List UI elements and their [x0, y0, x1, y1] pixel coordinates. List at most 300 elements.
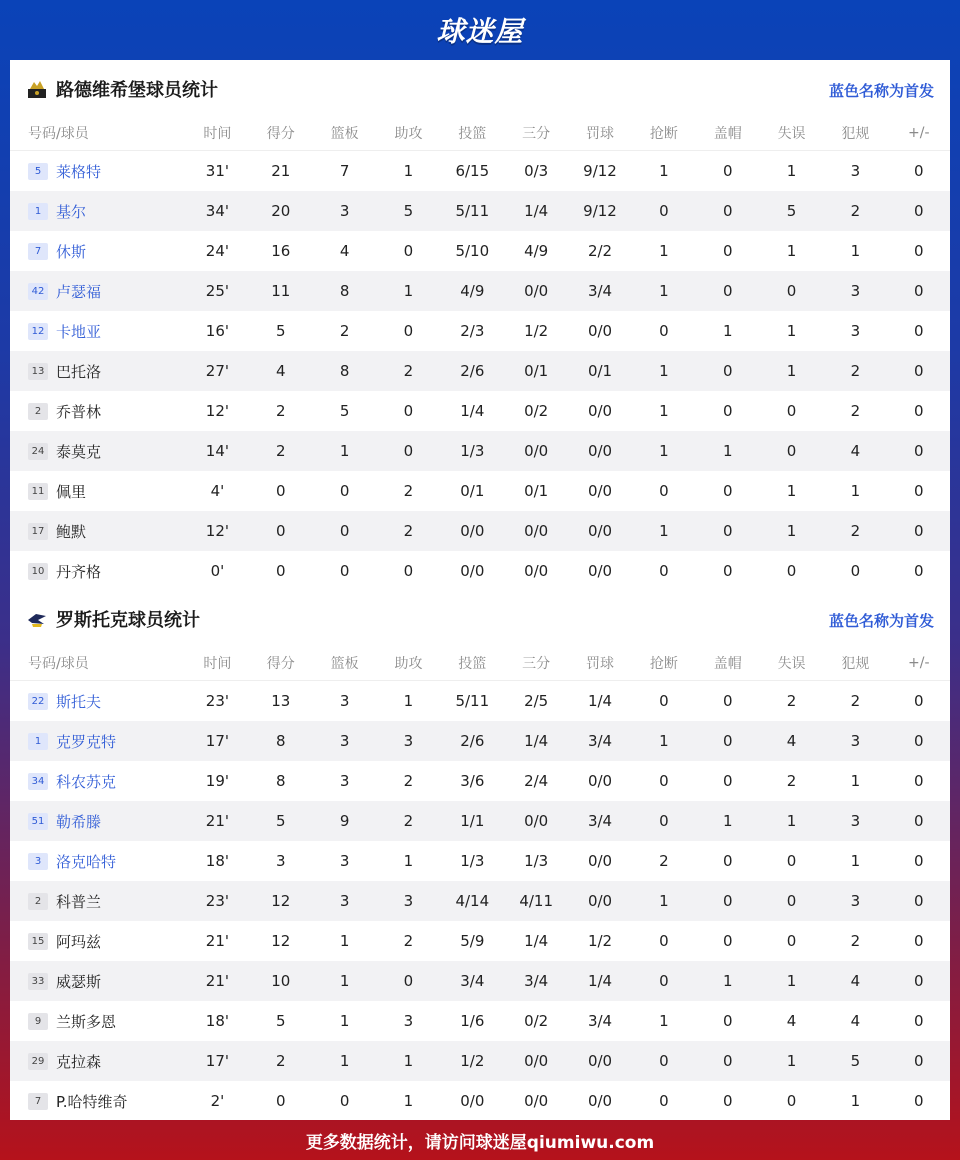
stat-cell: 2	[377, 511, 440, 551]
player-name[interactable]: P.哈特维奇	[56, 1092, 128, 1111]
player-name[interactable]: 鲍默	[56, 522, 87, 541]
player-row[interactable]	[10, 961, 950, 1001]
stat-cell: 2	[249, 431, 312, 471]
stat-cell: 0	[722, 562, 733, 580]
stat-cell: 0	[914, 692, 924, 710]
stat-cell: 0	[659, 772, 669, 790]
stat-cell: 0	[659, 562, 669, 580]
stat-cell: 3	[312, 721, 376, 761]
player-name[interactable]: 科普兰	[56, 892, 102, 911]
player-cell[interactable]	[10, 1001, 186, 1041]
stat-cell: 0/0	[460, 1092, 485, 1110]
player-name[interactable]: 卡地亚	[56, 322, 102, 341]
player-name[interactable]: 莱格特	[56, 162, 102, 181]
player-row[interactable]	[10, 311, 950, 351]
starter-legend: 蓝色名称为首发	[828, 82, 934, 100]
player-row[interactable]	[10, 551, 950, 591]
player-name[interactable]: 乔普林	[56, 402, 102, 421]
stat-cell: 8	[249, 721, 312, 761]
team-section-away	[10, 590, 950, 1121]
player-cell[interactable]	[10, 721, 186, 761]
stat-cell: 0	[760, 431, 823, 471]
stat-cell: 1	[760, 351, 823, 391]
team-title: 罗斯托克球员统计	[56, 610, 200, 631]
player-name[interactable]: 兰斯多恩	[56, 1012, 117, 1031]
stat-cell: 0/2	[524, 1012, 549, 1030]
stat-cell: 17'	[186, 721, 249, 761]
player-cell[interactable]	[10, 191, 186, 231]
player-name[interactable]: 洛克哈特	[56, 852, 117, 871]
stat-cell: 0	[275, 1092, 286, 1110]
stat-cell: 3	[312, 191, 376, 231]
player-name[interactable]: 泰莫克	[56, 442, 102, 461]
jersey-number-badge: 51	[28, 813, 48, 830]
stat-cell: 2	[377, 351, 440, 391]
player-name[interactable]: 丹齐格	[56, 562, 102, 581]
stat-cell: 4	[760, 721, 823, 761]
stat-cell: 0	[914, 1012, 924, 1030]
stat-cell: 3/4	[440, 961, 504, 1001]
stat-cell: 1	[312, 1041, 376, 1081]
stat-cell: 3	[823, 881, 887, 921]
player-cell[interactable]	[10, 841, 186, 881]
stat-cell: 0/0	[587, 482, 613, 500]
stat-cell: 1	[339, 932, 350, 950]
stat-cell: 0	[275, 482, 286, 500]
stats-panel	[10, 60, 950, 1120]
player-name[interactable]: 阿玛兹	[56, 932, 102, 951]
player-name[interactable]: 威瑟斯	[56, 972, 102, 991]
stat-cell: 12'	[205, 402, 230, 420]
player-name[interactable]: 基尔	[56, 202, 87, 221]
stat-cell: 4'	[210, 482, 225, 500]
column-header[interactable]: 助攻	[377, 646, 440, 681]
stat-cell: 1	[312, 431, 376, 471]
stat-cell: 0	[696, 1041, 760, 1081]
player-row[interactable]	[10, 191, 950, 231]
player-name[interactable]: 勒希滕	[56, 812, 102, 831]
column-header[interactable]: 投篮	[440, 646, 504, 681]
stat-cell: 34'	[186, 191, 249, 231]
player-name[interactable]: 佩里	[56, 482, 87, 501]
stat-cell: 0/0	[524, 562, 549, 580]
stat-cell: 0	[659, 932, 669, 950]
stat-cell: 1	[696, 961, 760, 1001]
stat-cell: 2/4	[524, 772, 549, 790]
stat-cell: 0/0	[587, 852, 613, 870]
player-row[interactable]	[10, 881, 950, 921]
player-cell[interactable]	[10, 231, 186, 271]
top-bar	[0, 0, 960, 60]
stat-cell: 0/0	[587, 322, 613, 340]
stat-cell: 2	[275, 402, 286, 420]
player-row[interactable]	[10, 431, 950, 471]
stat-cell: 1/2	[440, 1041, 504, 1081]
stat-cell: 7	[339, 162, 350, 180]
player-name[interactable]: 休斯	[56, 242, 87, 261]
stat-cell: 2	[786, 692, 797, 710]
stat-cell: 0	[786, 932, 797, 950]
stat-cell: 0	[696, 721, 760, 761]
stat-cell: 4	[786, 1012, 797, 1030]
stat-cell: 2	[403, 772, 414, 790]
stat-cell: 2	[403, 482, 414, 500]
stat-cell: 3	[339, 852, 350, 870]
stat-cell: 0	[888, 721, 950, 761]
player-row[interactable]	[10, 1081, 950, 1121]
stat-cell: 1	[632, 351, 695, 391]
player-cell[interactable]	[10, 881, 186, 921]
stat-cell: 2/3	[460, 322, 485, 340]
stat-cell: 2	[339, 322, 350, 340]
stat-cell: 0	[888, 271, 950, 311]
stat-cell: 2	[249, 1041, 312, 1081]
player-row[interactable]	[10, 151, 950, 192]
jersey-number-badge: 12	[28, 323, 48, 340]
jersey-number-badge: 1	[28, 203, 48, 220]
stat-cell: 18'	[205, 852, 230, 870]
player-row[interactable]	[10, 681, 950, 722]
stat-cell: 1	[403, 852, 414, 870]
stat-cell: 0	[850, 562, 861, 580]
stat-cell: 2	[850, 932, 861, 950]
player-cell[interactable]	[10, 681, 186, 722]
jersey-number-badge: 34	[28, 773, 48, 790]
stat-cell: 1	[377, 1041, 440, 1081]
stat-cell: 3/4	[568, 721, 632, 761]
stat-cell: 0/1	[568, 351, 632, 391]
stat-cell: 3	[850, 162, 861, 180]
player-cell[interactable]	[10, 151, 186, 192]
column-header[interactable]: 犯规	[823, 646, 887, 681]
stat-cell: 2	[786, 772, 797, 790]
player-cell[interactable]	[10, 921, 186, 961]
player-row[interactable]	[10, 351, 950, 391]
player-row[interactable]	[10, 391, 950, 431]
jersey-number-badge: 9	[28, 1013, 48, 1030]
player-cell[interactable]	[10, 551, 186, 591]
stat-cell: 1	[850, 772, 861, 790]
stat-cell: 0	[722, 692, 733, 710]
stat-cell: 1	[403, 1092, 414, 1110]
jersey-number-badge: 15	[28, 933, 48, 950]
stat-cell: 1/2	[524, 322, 549, 340]
player-row[interactable]	[10, 231, 950, 271]
stat-cell: 0	[696, 881, 760, 921]
player-name[interactable]: 巴托洛	[56, 362, 102, 381]
player-cell[interactable]	[10, 471, 186, 511]
stat-cell: 20	[249, 191, 312, 231]
player-row[interactable]	[10, 511, 950, 551]
stat-cell: 3	[377, 881, 440, 921]
stat-cell: 5/11	[440, 191, 504, 231]
table-header-row	[10, 116, 950, 151]
column-header[interactable]: 盖帽	[696, 646, 760, 681]
stat-cell: 0	[914, 482, 924, 500]
stat-cell: 2	[823, 191, 887, 231]
jersey-number-badge: 42	[28, 283, 48, 300]
stat-cell: 0	[914, 162, 924, 180]
stat-cell: 0	[786, 402, 797, 420]
stat-cell: 0/1	[504, 351, 567, 391]
stat-cell: 0	[659, 692, 669, 710]
stat-cell: 1	[786, 322, 797, 340]
player-cell[interactable]	[10, 431, 186, 471]
stat-cell: 1	[786, 482, 797, 500]
column-header[interactable]: 时间	[186, 116, 249, 151]
column-header[interactable]: 篮板	[312, 116, 376, 151]
jersey-number-badge: 11	[28, 483, 48, 500]
column-header[interactable]: 失误	[760, 646, 823, 681]
stat-cell: 0/0	[460, 562, 485, 580]
player-stats-table	[10, 116, 950, 591]
player-row[interactable]	[10, 271, 950, 311]
stat-cell: 0	[696, 191, 760, 231]
column-header[interactable]: +/-	[888, 116, 950, 151]
stat-cell: 1/6	[460, 1012, 485, 1030]
jersey-number-badge: 17	[28, 523, 48, 540]
stat-cell: 12'	[186, 511, 249, 551]
stat-cell: 13	[271, 692, 291, 710]
section-header	[10, 60, 950, 116]
stat-cell: 3/4	[568, 271, 632, 311]
stat-cell: 0	[722, 772, 733, 790]
column-header[interactable]: 抢断	[632, 646, 695, 681]
stat-cell: 0	[888, 961, 950, 1001]
player-cell[interactable]	[10, 801, 186, 841]
stat-cell: 0/0	[504, 1041, 567, 1081]
stat-cell: 0	[888, 191, 950, 231]
stat-cell: 1/2	[587, 932, 613, 950]
stat-cell: 3	[377, 721, 440, 761]
player-cell[interactable]	[10, 761, 186, 801]
stat-cell: 1/1	[440, 801, 504, 841]
player-name[interactable]: 克罗克特	[56, 732, 117, 751]
column-header[interactable]: 得分	[249, 646, 312, 681]
stat-cell: 1	[696, 801, 760, 841]
stat-cell: 4	[249, 351, 312, 391]
footer-banner[interactable]: 更多数据统计，请访问球迷屋qiumiwu.com	[305, 1132, 655, 1153]
stat-cell: 1/3	[460, 852, 485, 870]
column-header[interactable]: 号码/球员	[10, 646, 186, 681]
stat-cell: 1/4	[460, 402, 485, 420]
stat-cell: 0	[722, 932, 733, 950]
stat-cell: 1	[659, 1012, 669, 1030]
stat-cell: 2/6	[440, 351, 504, 391]
stat-cell: 8	[275, 772, 286, 790]
jersey-number-badge: 24	[28, 443, 48, 460]
player-row[interactable]	[10, 1001, 950, 1041]
stat-cell: 0	[914, 242, 924, 260]
stat-cell: 1	[850, 852, 861, 870]
stat-cell: 0	[722, 242, 733, 260]
jersey-number-badge: 10	[28, 563, 48, 580]
stat-cell: 0	[888, 351, 950, 391]
player-row[interactable]	[10, 801, 950, 841]
stat-cell: 0	[888, 881, 950, 921]
stat-cell: 1	[786, 162, 797, 180]
player-name[interactable]: 斯托夫	[56, 692, 102, 711]
stat-cell: 17'	[186, 1041, 249, 1081]
stat-cell: 1	[632, 271, 695, 311]
player-cell[interactable]	[10, 1081, 186, 1121]
stat-cell: 1/4	[504, 721, 567, 761]
stat-cell: 0/3	[524, 162, 549, 180]
stat-cell: 0/0	[587, 402, 613, 420]
column-header[interactable]: 篮板	[312, 646, 376, 681]
stat-cell: 0	[914, 402, 924, 420]
stat-cell: 5/11	[455, 692, 490, 710]
stat-cell: 0/0	[587, 562, 613, 580]
stat-cell: 27'	[186, 351, 249, 391]
stat-cell: 14'	[186, 431, 249, 471]
section-header	[10, 590, 950, 646]
column-header[interactable]: 助攻	[377, 116, 440, 151]
stat-cell: 5	[339, 402, 350, 420]
stat-cell: 0/0	[504, 271, 567, 311]
stat-cell: 0/0	[587, 772, 613, 790]
stat-cell: 4/9	[440, 271, 504, 311]
stat-cell: 0	[632, 961, 695, 1001]
column-header[interactable]: 抢断	[632, 116, 695, 151]
stat-cell: 0/0	[568, 881, 632, 921]
stat-cell: 0	[403, 322, 414, 340]
jersey-number-badge: 33	[28, 973, 48, 990]
column-header[interactable]: 三分	[504, 646, 567, 681]
stat-cell: 6/15	[455, 162, 490, 180]
player-row[interactable]	[10, 1041, 950, 1081]
stat-cell: 2	[823, 351, 887, 391]
stat-cell: 0	[632, 191, 695, 231]
stat-cell: 1	[760, 511, 823, 551]
stat-cell: 0	[339, 482, 350, 500]
stat-cell: 0	[659, 1092, 669, 1110]
stat-cell: 0	[377, 431, 440, 471]
player-cell[interactable]	[10, 511, 186, 551]
player-name[interactable]: 科农苏克	[56, 772, 117, 791]
player-cell[interactable]	[10, 391, 186, 431]
column-header[interactable]: 失误	[760, 116, 823, 151]
stat-cell: 1	[659, 242, 669, 260]
stat-cell: 0	[914, 1092, 924, 1110]
jersey-number-badge: 22	[28, 693, 48, 710]
stat-cell: 0	[888, 1041, 950, 1081]
stat-cell: 8	[312, 271, 376, 311]
stat-cell: 3	[275, 852, 286, 870]
stat-cell: 11	[249, 271, 312, 311]
stat-cell: 0	[312, 511, 376, 551]
stat-cell: 16	[271, 242, 291, 260]
stat-cell: 4	[339, 242, 350, 260]
stat-cell: 19'	[205, 772, 230, 790]
stat-cell: 31'	[205, 162, 230, 180]
column-header[interactable]: 时间	[186, 646, 249, 681]
player-name[interactable]: 卢瑟福	[56, 282, 102, 301]
jersey-number-badge: 29	[28, 1053, 48, 1070]
starter-legend: 蓝色名称为首发	[828, 612, 934, 630]
stat-cell: 3	[339, 692, 350, 710]
column-header[interactable]: 三分	[504, 116, 567, 151]
stat-cell: 1/3	[440, 431, 504, 471]
stat-cell: 18'	[205, 1012, 230, 1030]
stat-cell: 21'	[186, 961, 249, 1001]
stat-cell: 0	[403, 402, 414, 420]
stat-cell: 5	[377, 191, 440, 231]
stat-cell: 0/0	[504, 511, 567, 551]
column-header[interactable]: 盖帽	[696, 116, 760, 151]
player-name[interactable]: 克拉森	[56, 1052, 102, 1071]
stat-cell: 2	[659, 852, 669, 870]
stat-cell: 2	[403, 932, 414, 950]
stat-cell: 0	[786, 1092, 797, 1110]
stat-cell: 1	[722, 322, 733, 340]
stat-cell: 0	[888, 801, 950, 841]
stat-cell: 21	[271, 162, 291, 180]
stat-cell: 0/0	[568, 511, 632, 551]
column-header[interactable]: 罚球	[568, 116, 632, 151]
stat-cell: 1	[659, 402, 669, 420]
column-header[interactable]: 罚球	[568, 646, 632, 681]
stat-cell: 0/1	[460, 482, 485, 500]
stat-cell: 0	[696, 271, 760, 311]
column-header[interactable]: 号码/球员	[10, 116, 186, 151]
player-cell[interactable]	[10, 271, 186, 311]
stat-cell: 1	[632, 881, 695, 921]
column-header[interactable]: 犯规	[823, 116, 887, 151]
stat-cell: 0	[914, 772, 924, 790]
stat-cell: 0/1	[524, 482, 549, 500]
stat-cell: 2/5	[524, 692, 549, 710]
stat-cell: 5	[823, 1041, 887, 1081]
player-row[interactable]	[10, 721, 950, 761]
player-cell[interactable]	[10, 351, 186, 391]
stat-cell: 23'	[186, 881, 249, 921]
stat-cell: 3/6	[460, 772, 485, 790]
brand-logo[interactable]: 球迷屋	[436, 15, 524, 48]
player-cell[interactable]	[10, 311, 186, 351]
stat-cell: 4/11	[504, 881, 567, 921]
jersey-number-badge: 13	[28, 363, 48, 380]
stat-cell: 4	[823, 431, 887, 471]
column-header[interactable]: 投篮	[440, 116, 504, 151]
stat-cell: 9/12	[568, 191, 632, 231]
stat-cell: 10	[249, 961, 312, 1001]
column-header[interactable]: +/-	[888, 646, 950, 681]
player-cell[interactable]	[10, 961, 186, 1001]
stat-cell: 2'	[210, 1092, 225, 1110]
team-section-home	[10, 60, 950, 591]
stat-cell: 0	[760, 271, 823, 311]
stat-cell: 0/0	[568, 431, 632, 471]
player-row[interactable]	[10, 761, 950, 801]
column-header[interactable]: 得分	[249, 116, 312, 151]
player-stats-table	[10, 646, 950, 1121]
jersey-number-badge: 2	[28, 403, 48, 420]
stat-cell: 0	[786, 562, 797, 580]
jersey-number-badge: 1	[28, 733, 48, 750]
player-row[interactable]	[10, 471, 950, 511]
stat-cell: 1	[403, 692, 414, 710]
player-cell[interactable]	[10, 1041, 186, 1081]
stat-cell: 1	[850, 1092, 861, 1110]
stat-cell: 1/4	[504, 191, 567, 231]
stat-cell: 0	[888, 511, 950, 551]
player-row[interactable]	[10, 841, 950, 881]
stat-cell: 1	[786, 242, 797, 260]
stat-cell: 0	[786, 852, 797, 870]
player-row[interactable]	[10, 921, 950, 961]
stat-cell: 0	[632, 1041, 695, 1081]
